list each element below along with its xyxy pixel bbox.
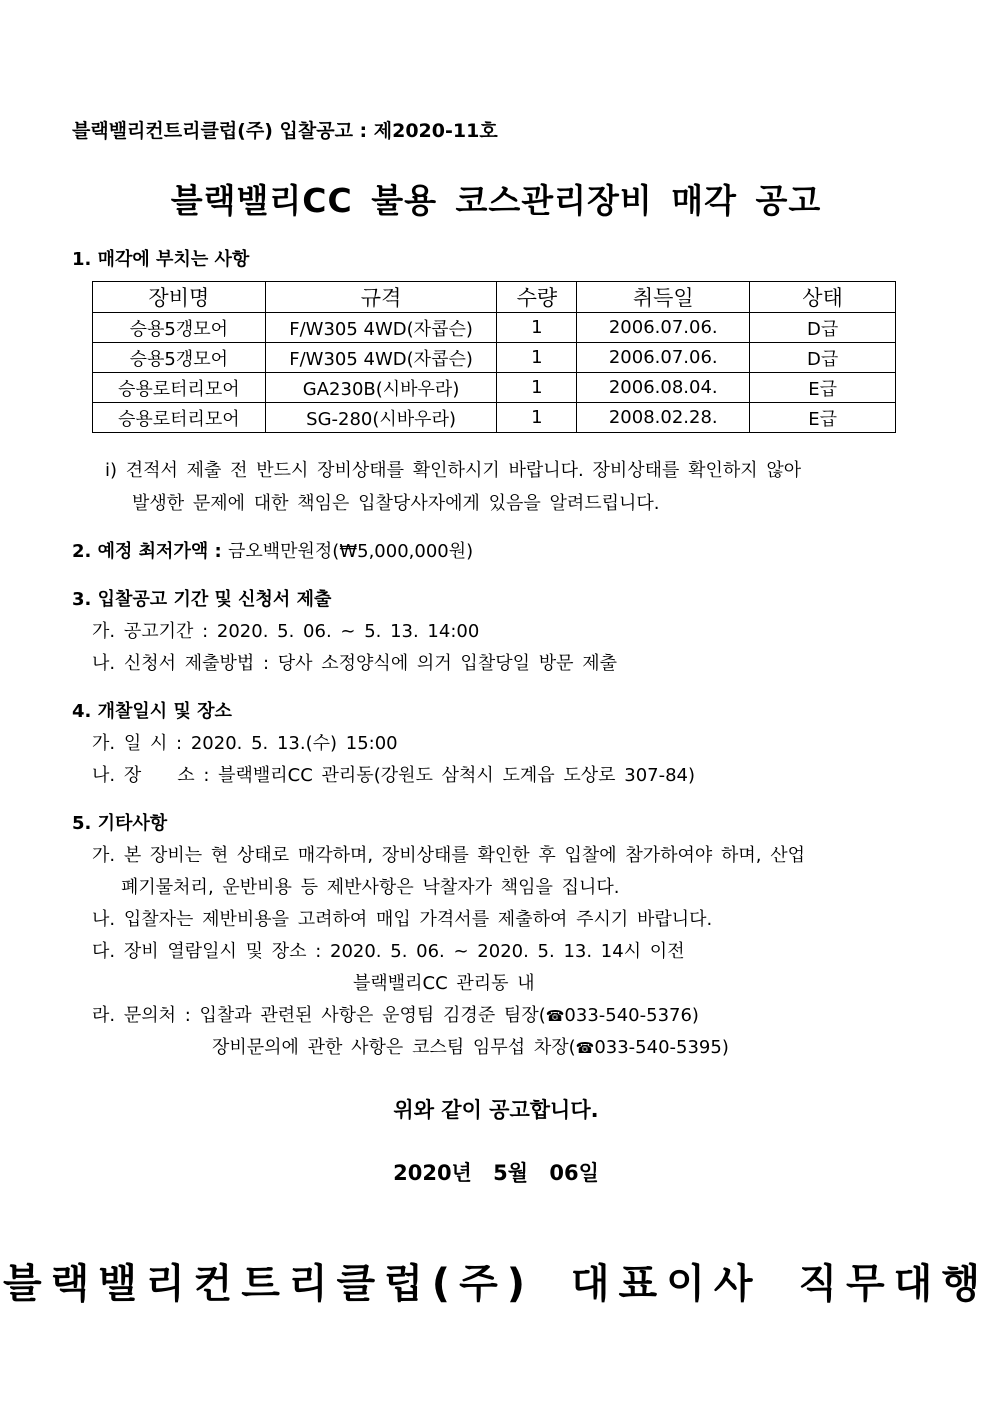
section2-heading xyxy=(72,537,473,563)
table-cell: 승용로터리모어 xyxy=(93,373,266,403)
table-cell: 2006.08.04. xyxy=(577,373,750,403)
contact-bidding-phone: 033-540-5376) xyxy=(564,1005,699,1026)
table-cell: 2006.07.06. xyxy=(577,343,750,373)
viewing-location: 블랙밸리CC 관리동 내 xyxy=(353,973,535,994)
section5-heading: 5. 기타사항 xyxy=(72,813,168,834)
section2-label: 2. 예정 최저가액 : xyxy=(72,541,222,562)
contact-equipment-text: 장비문의에 관한 사항은 코스팀 임무섭 차장( xyxy=(212,1037,576,1058)
notice-date: 2020년 5월 06일 xyxy=(393,1161,599,1185)
price-note: 나. 입찰자는 제반비용을 고려하여 매입 가격서를 제출하여 주시기 바랍니다. xyxy=(92,909,713,930)
condition-note: 가. 본 장비는 현 상태로 매각하며, 장비상태를 확인한 후 입찰에 참가하여야 하며, 산업 xyxy=(92,845,806,866)
table-row xyxy=(93,373,896,403)
table-cell: D급 xyxy=(750,313,896,343)
column-header: 수량 xyxy=(497,282,577,313)
contact-equipment-phone: 033-540-5395) xyxy=(594,1037,729,1058)
table-row xyxy=(93,403,896,433)
table-cell: 1 xyxy=(497,373,577,403)
table-cell: SG-280(시바우라) xyxy=(265,403,497,433)
section4-heading: 4. 개찰일시 및 장소 xyxy=(72,701,232,722)
table-cell: F/W305 4WD(자콥슨) xyxy=(265,343,497,373)
submission-method: 나. 신청서 제출방법 : 당사 소정양식에 의거 입찰당일 방문 제출 xyxy=(92,653,617,674)
minimum-price: 금오백만원정(₩5,000,000원) xyxy=(227,541,474,562)
viewing-datetime: 다. 장비 열람일시 및 장소 : 2020. 5. 06. ~ 2020. 5. 13. 14시 이전 xyxy=(92,941,685,962)
table-cell: 2006.07.06. xyxy=(577,313,750,343)
notice-period: 가. 공고기간 : 2020. 5. 06. ~ 5. 13. 14:00 xyxy=(92,621,480,642)
table-cell: 승용로터리모어 xyxy=(93,403,266,433)
column-header: 장비명 xyxy=(93,282,266,313)
contact-bidding xyxy=(92,1001,699,1027)
opening-location: 나. 장 소 : 블랙밸리CC 관리동(강원도 삼척시 도계읍 도상로 307-84) xyxy=(92,765,696,786)
column-header: 규격 xyxy=(265,282,497,313)
page-title: 블랙밸리CC 불용 코스관리장비 매각 공고 xyxy=(170,181,822,220)
signature: 블랙밸리컨트리클럽(주) 대표이사 직무대행 xyxy=(3,1261,989,1307)
table-header-row xyxy=(93,282,896,313)
table-cell: F/W305 4WD(자콥슨) xyxy=(265,313,497,343)
table-cell: E급 xyxy=(750,403,896,433)
table-cell: 승용5갱모어 xyxy=(93,313,266,343)
section3-heading: 3. 입찰공고 기간 및 신청서 제출 xyxy=(72,589,332,610)
phone-icon: ☎ xyxy=(545,1007,565,1025)
equipment-table xyxy=(92,281,896,433)
phone-icon: ☎ xyxy=(575,1039,595,1057)
table-cell: 1 xyxy=(497,343,577,373)
table-cell: D급 xyxy=(750,343,896,373)
condition-note-continued: 폐기물처리, 운반비용 등 제반사항은 낙찰자가 책임을 집니다. xyxy=(121,877,620,898)
table-row xyxy=(93,313,896,343)
contact-equipment xyxy=(212,1033,729,1059)
notice-number: 블랙밸리컨트리클럽(주) 입찰공고 : 제2020-11호 xyxy=(72,120,498,142)
table-cell: E급 xyxy=(750,373,896,403)
closing-statement: 위와 같이 공고합니다. xyxy=(393,1098,599,1122)
table-cell: 2008.02.28. xyxy=(577,403,750,433)
table-cell: 1 xyxy=(497,403,577,433)
table-cell: GA230B(시바우라) xyxy=(265,373,497,403)
inspection-note-continued: 발생한 문제에 대한 책임은 입찰당사자에게 있음을 알려드립니다. xyxy=(132,493,660,514)
column-header: 상태 xyxy=(750,282,896,313)
contact-bidding-text: 라. 문의처 : 입찰과 관련된 사항은 운영팀 김경준 팀장( xyxy=(92,1005,546,1026)
inspection-note: ⅰ) 견적서 제출 전 반드시 장비상태를 확인하시기 바랍니다. 장비상태를 확인하지 않아 xyxy=(105,460,802,481)
table-cell: 승용5갱모어 xyxy=(93,343,266,373)
column-header: 취득일 xyxy=(577,282,750,313)
table-row xyxy=(93,343,896,373)
opening-datetime: 가. 일 시 : 2020. 5. 13.(수) 15:00 xyxy=(92,733,398,754)
table-cell: 1 xyxy=(497,313,577,343)
section1-heading: 1. 매각에 부치는 사항 xyxy=(72,249,250,270)
